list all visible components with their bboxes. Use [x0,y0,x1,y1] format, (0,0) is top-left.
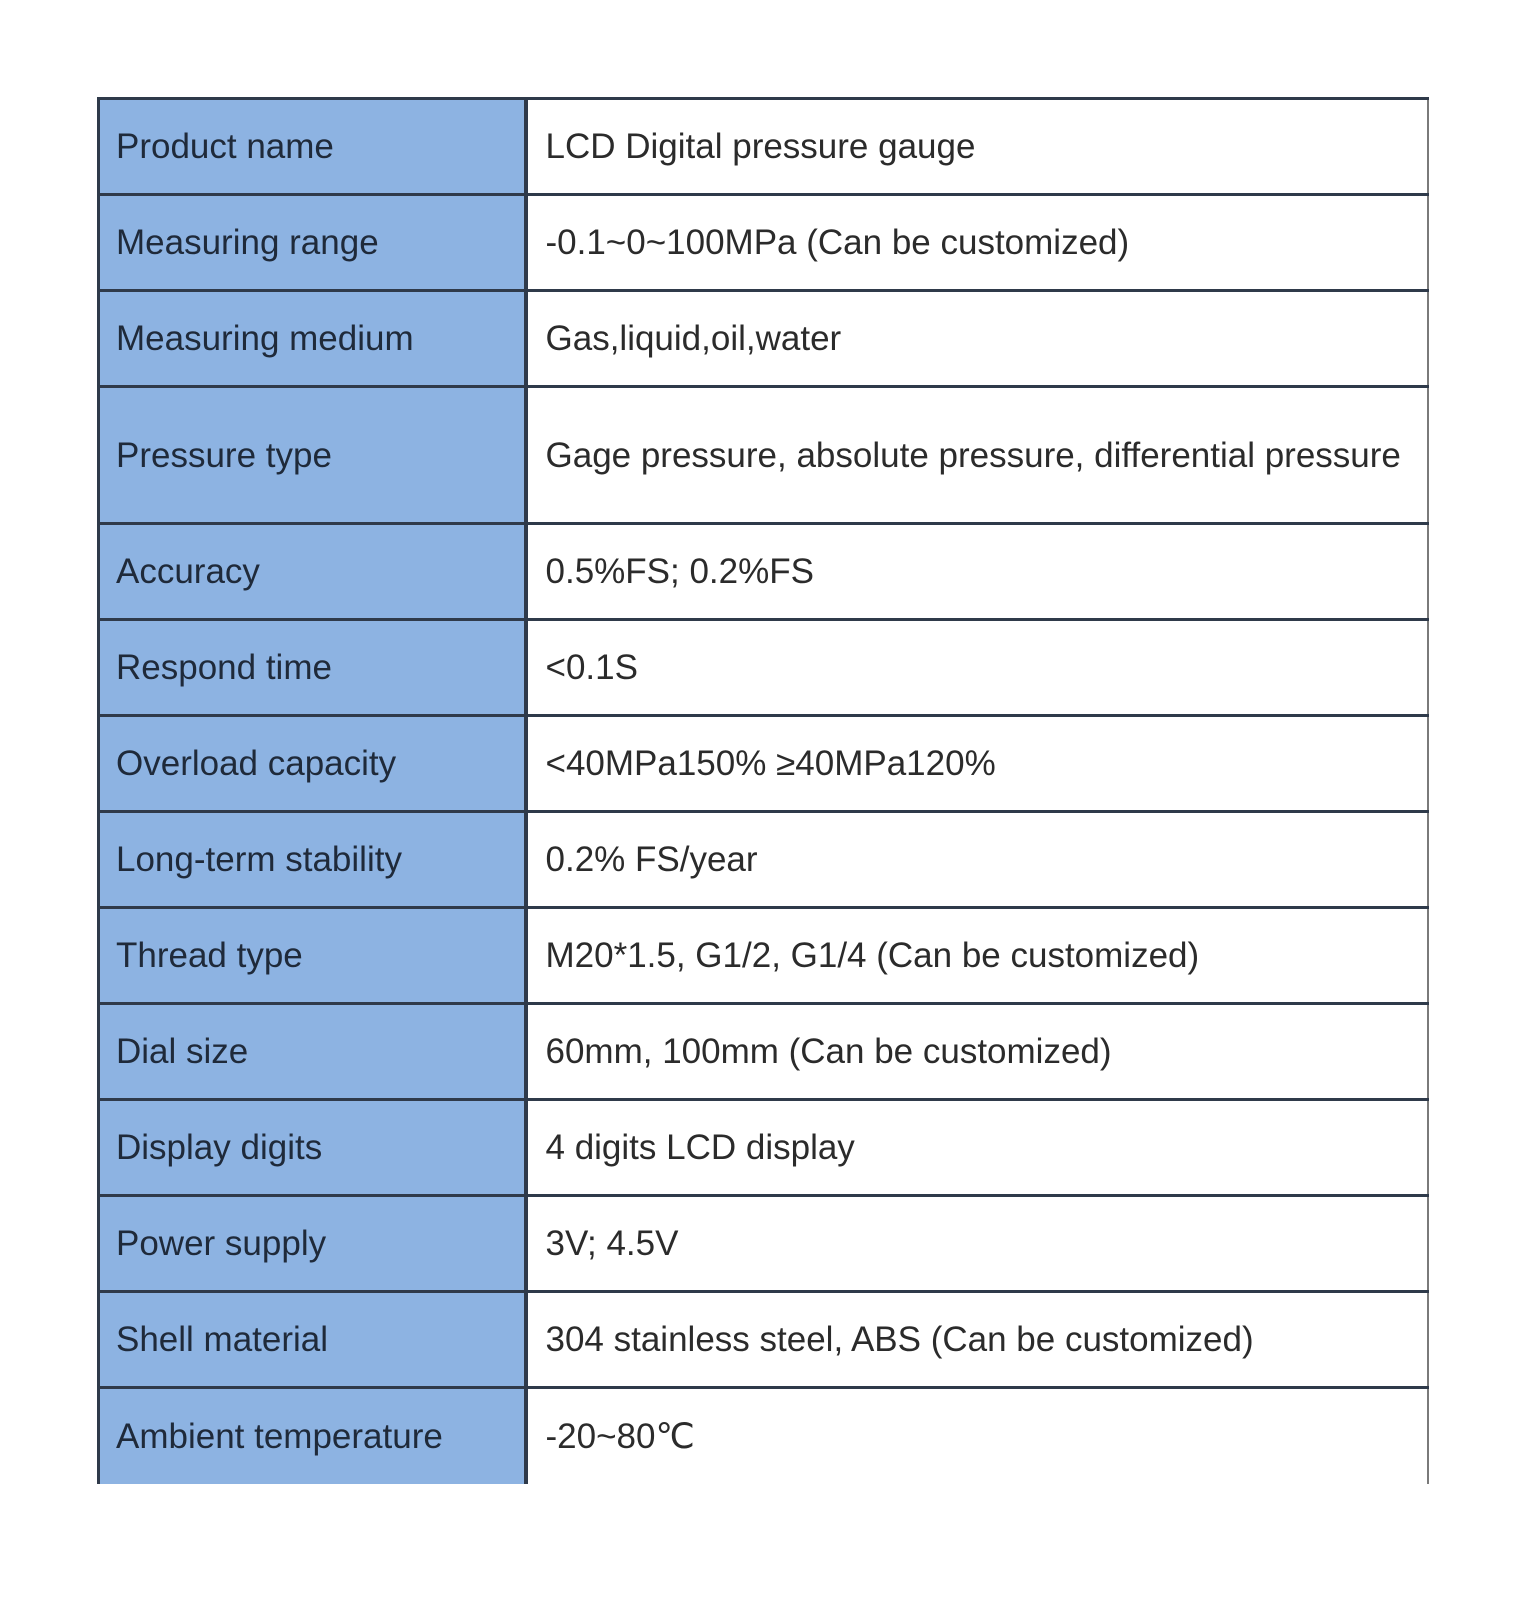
row-label: Ambient temperature [99,1388,526,1484]
row-label: Dial size [99,1004,526,1100]
row-label: Thread type [99,908,526,1004]
table-row [99,387,1428,524]
row-value: 60mm, 100mm (Can be customized) [526,1004,1428,1100]
row-value: <40MPa150% ≥40MPa120% [526,716,1428,812]
table-row [99,620,1428,716]
row-label: Shell material [99,1292,526,1388]
row-label: Product name [99,99,526,195]
row-label: Measuring medium [99,291,526,387]
row-label: Overload capacity [99,716,526,812]
table-row [99,1388,1428,1484]
table-row [99,1004,1428,1100]
row-label: Respond time [99,620,526,716]
table-row [99,812,1428,908]
row-label: Long-term stability [99,812,526,908]
table-row [99,1100,1428,1196]
row-value: 304 stainless steel, ABS (Can be customized) [526,1292,1428,1388]
row-value: M20*1.5, G1/2, G1/4 (Can be customized) [526,908,1428,1004]
row-value: -0.1~0~100MPa (Can be customized) [526,195,1428,291]
table-row [99,716,1428,812]
row-value: Gas,liquid,oil,water [526,291,1428,387]
row-value: -20~80℃ [526,1388,1428,1484]
row-label: Display digits [99,1100,526,1196]
table-row [99,99,1428,195]
row-value: 4 digits LCD display [526,1100,1428,1196]
table-row [99,524,1428,620]
row-value: Gage pressure, absolute pressure, differential pressure [526,387,1428,524]
row-value: 3V; 4.5V [526,1196,1428,1292]
table-row [99,291,1428,387]
row-label: Power supply [99,1196,526,1292]
table-row [99,908,1428,1004]
spec-table [97,97,1429,1484]
row-label: Pressure type [99,387,526,524]
row-value: LCD Digital pressure gauge [526,99,1428,195]
table-row [99,1196,1428,1292]
table-row [99,1292,1428,1388]
row-value: 0.5%FS; 0.2%FS [526,524,1428,620]
row-value: 0.2% FS/year [526,812,1428,908]
row-label: Measuring range [99,195,526,291]
table-row [99,195,1428,291]
row-value: <0.1S [526,620,1428,716]
row-label: Accuracy [99,524,526,620]
